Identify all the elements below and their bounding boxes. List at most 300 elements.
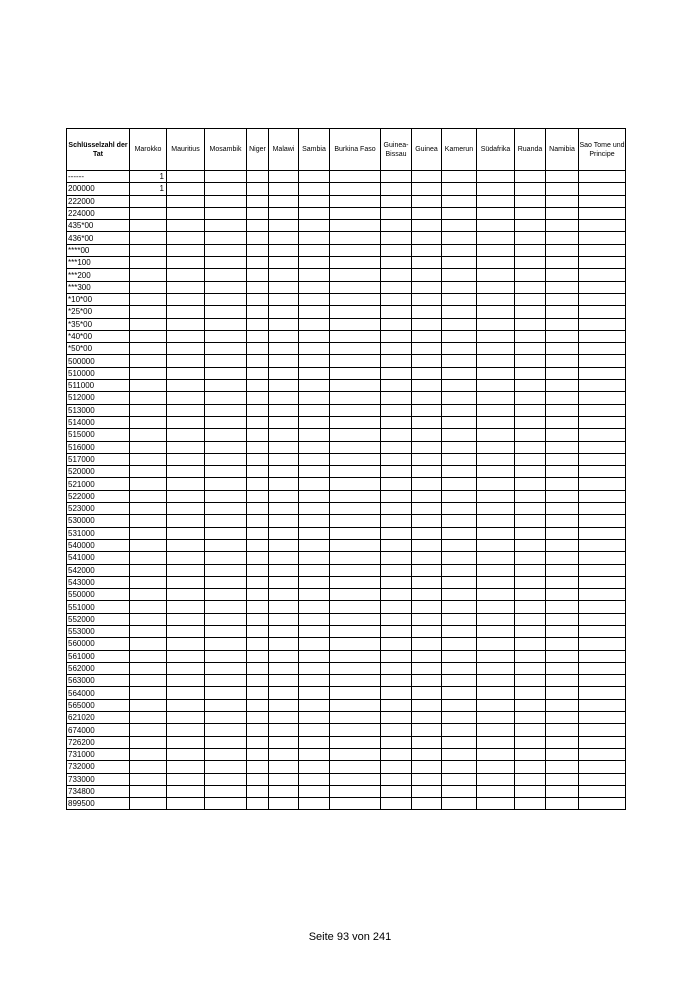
value-cell: [269, 466, 299, 478]
column-header-country: Burkina Faso: [330, 129, 381, 171]
table-row: [67, 564, 626, 576]
value-cell: [299, 244, 330, 256]
value-cell: [247, 380, 269, 392]
value-cell: [130, 675, 167, 687]
value-cell: [299, 773, 330, 785]
value-cell: [381, 232, 412, 244]
value-cell: [477, 478, 515, 490]
value-cell: [381, 318, 412, 330]
value-cell: [546, 269, 579, 281]
value-cell: [130, 195, 167, 207]
value-cell: [546, 539, 579, 551]
value-cell: [167, 589, 205, 601]
value-cell: [381, 785, 412, 797]
table-row: [67, 318, 626, 330]
row-key-cell: 436*00: [67, 232, 130, 244]
value-cell: [167, 392, 205, 404]
value-cell: [269, 527, 299, 539]
value-cell: [330, 281, 381, 293]
value-cell: [579, 589, 626, 601]
value-cell: [167, 380, 205, 392]
value-cell: [515, 380, 546, 392]
value-cell: [167, 269, 205, 281]
value-cell: [546, 503, 579, 515]
value-cell: [330, 687, 381, 699]
column-header-country: Marokko: [130, 129, 167, 171]
value-cell: [130, 380, 167, 392]
value-cell: [130, 404, 167, 416]
table-row: [67, 798, 626, 810]
value-cell: [579, 171, 626, 183]
value-cell: [299, 293, 330, 305]
table-row: [67, 416, 626, 428]
value-cell: [477, 453, 515, 465]
value-cell: [477, 527, 515, 539]
value-cell: [579, 712, 626, 724]
value-cell: [205, 503, 247, 515]
value-cell: [381, 539, 412, 551]
value-cell: [269, 736, 299, 748]
value-cell: [477, 269, 515, 281]
value-cell: [579, 564, 626, 576]
value-cell: [579, 539, 626, 551]
value-cell: [205, 232, 247, 244]
value-cell: [299, 564, 330, 576]
value-cell: [579, 453, 626, 465]
value-cell: [442, 503, 477, 515]
value-cell: [330, 367, 381, 379]
value-cell: [412, 232, 442, 244]
value-cell: [330, 392, 381, 404]
value-cell: [130, 330, 167, 342]
value-cell: [579, 503, 626, 515]
value-cell: [477, 552, 515, 564]
value-cell: [269, 257, 299, 269]
value-cell: [269, 625, 299, 637]
value-cell: [579, 490, 626, 502]
value-cell: [515, 552, 546, 564]
value-cell: [330, 798, 381, 810]
value-cell: [269, 539, 299, 551]
row-key-cell: 674000: [67, 724, 130, 736]
value-cell: [205, 355, 247, 367]
table-row: [67, 662, 626, 674]
row-key-cell: 562000: [67, 662, 130, 674]
row-key-cell: 200000: [67, 183, 130, 195]
value-cell: [330, 330, 381, 342]
value-cell: [330, 552, 381, 564]
value-cell: [269, 638, 299, 650]
value-cell: [299, 785, 330, 797]
value-cell: [515, 736, 546, 748]
table-row: [67, 785, 626, 797]
value-cell: [515, 257, 546, 269]
value-cell: [412, 687, 442, 699]
value-cell: [269, 404, 299, 416]
value-cell: [515, 293, 546, 305]
value-cell: [381, 269, 412, 281]
value-cell: [130, 601, 167, 613]
value-cell: [205, 380, 247, 392]
value-cell: [546, 748, 579, 760]
value-cell: [205, 318, 247, 330]
value-cell: [442, 306, 477, 318]
value-cell: [477, 539, 515, 551]
table-row: [67, 699, 626, 711]
value-cell: [515, 699, 546, 711]
row-key-cell: 561000: [67, 650, 130, 662]
value-cell: [546, 650, 579, 662]
value-cell: [167, 564, 205, 576]
value-cell: [579, 306, 626, 318]
value-cell: [515, 564, 546, 576]
value-cell: [442, 244, 477, 256]
value-cell: [205, 675, 247, 687]
row-key-cell: 899500: [67, 798, 130, 810]
value-cell: [477, 257, 515, 269]
value-cell: [381, 712, 412, 724]
value-cell: [299, 662, 330, 674]
table-row: [67, 601, 626, 613]
value-cell: [477, 306, 515, 318]
value-cell: [442, 564, 477, 576]
value-cell: [546, 355, 579, 367]
value-cell: [515, 195, 546, 207]
table-row: [67, 306, 626, 318]
value-cell: [579, 380, 626, 392]
value-cell: [167, 404, 205, 416]
value-cell: [167, 748, 205, 760]
value-cell: [412, 625, 442, 637]
value-cell: [442, 490, 477, 502]
value-cell: [130, 429, 167, 441]
value-cell: [330, 638, 381, 650]
row-key-cell: 621020: [67, 712, 130, 724]
value-cell: [442, 355, 477, 367]
value-cell: [412, 257, 442, 269]
value-cell: [515, 687, 546, 699]
value-cell: [205, 195, 247, 207]
value-cell: [205, 330, 247, 342]
value-cell: [330, 207, 381, 219]
value-cell: [381, 367, 412, 379]
value-cell: [381, 748, 412, 760]
value-cell: [299, 798, 330, 810]
table-row: [67, 687, 626, 699]
value-cell: [205, 662, 247, 674]
value-cell: [477, 699, 515, 711]
value-cell: [205, 748, 247, 760]
value-cell: [546, 798, 579, 810]
value-cell: [412, 589, 442, 601]
value-cell: [167, 355, 205, 367]
value-cell: [477, 675, 515, 687]
value-cell: [515, 429, 546, 441]
table-row: [67, 244, 626, 256]
value-cell: [515, 355, 546, 367]
value-cell: [381, 625, 412, 637]
value-cell: [247, 773, 269, 785]
value-cell: [269, 601, 299, 613]
value-cell: [330, 478, 381, 490]
value-cell: [269, 576, 299, 588]
value-cell: [130, 367, 167, 379]
value-cell: [412, 613, 442, 625]
column-header-country: Sambia: [299, 129, 330, 171]
table-row: [67, 736, 626, 748]
value-cell: [546, 453, 579, 465]
value-cell: [167, 232, 205, 244]
value-cell: [299, 269, 330, 281]
value-cell: [299, 736, 330, 748]
value-cell: [477, 380, 515, 392]
value-cell: [205, 576, 247, 588]
value-cell: [579, 293, 626, 305]
value-cell: [381, 306, 412, 318]
value-cell: [130, 306, 167, 318]
value-cell: [579, 478, 626, 490]
value-cell: [205, 613, 247, 625]
value-cell: [299, 748, 330, 760]
value-cell: [167, 576, 205, 588]
value-cell: [130, 773, 167, 785]
value-cell: [477, 785, 515, 797]
row-key-cell: 514000: [67, 416, 130, 428]
value-cell: [477, 564, 515, 576]
row-key-cell: *35*00: [67, 318, 130, 330]
value-cell: [515, 207, 546, 219]
value-cell: [167, 687, 205, 699]
value-cell: [130, 625, 167, 637]
value-cell: [477, 748, 515, 760]
row-key-cell: 563000: [67, 675, 130, 687]
value-cell: [330, 343, 381, 355]
value-cell: [269, 613, 299, 625]
value-cell: [330, 613, 381, 625]
value-cell: [477, 171, 515, 183]
value-cell: [247, 330, 269, 342]
value-cell: [477, 441, 515, 453]
row-key-cell: 540000: [67, 539, 130, 551]
value-cell: [247, 650, 269, 662]
value-cell: [130, 699, 167, 711]
column-header-country: Malawi: [269, 129, 299, 171]
value-cell: [381, 330, 412, 342]
value-cell: [442, 318, 477, 330]
value-cell: [442, 736, 477, 748]
value-cell: [412, 195, 442, 207]
value-cell: 1: [130, 171, 167, 183]
value-cell: [269, 269, 299, 281]
table-row: [67, 343, 626, 355]
value-cell: [442, 699, 477, 711]
value-cell: [477, 589, 515, 601]
value-cell: [299, 539, 330, 551]
value-cell: [546, 441, 579, 453]
value-cell: [477, 367, 515, 379]
value-cell: [546, 712, 579, 724]
table-row: [67, 589, 626, 601]
value-cell: [330, 380, 381, 392]
value-cell: [381, 564, 412, 576]
value-cell: [381, 183, 412, 195]
value-cell: [269, 798, 299, 810]
value-cell: [381, 798, 412, 810]
value-cell: [167, 736, 205, 748]
value-cell: [205, 625, 247, 637]
value-cell: [299, 318, 330, 330]
value-cell: [330, 736, 381, 748]
row-key-cell: 541000: [67, 552, 130, 564]
value-cell: [205, 183, 247, 195]
value-cell: [247, 601, 269, 613]
value-cell: [412, 638, 442, 650]
value-cell: [299, 392, 330, 404]
value-cell: [412, 207, 442, 219]
value-cell: [299, 183, 330, 195]
value-cell: [130, 318, 167, 330]
value-cell: [247, 515, 269, 527]
value-cell: [299, 712, 330, 724]
table-row: [67, 748, 626, 760]
value-cell: [130, 736, 167, 748]
value-cell: [412, 761, 442, 773]
value-cell: [412, 515, 442, 527]
value-cell: [412, 220, 442, 232]
value-cell: [330, 441, 381, 453]
value-cell: [205, 441, 247, 453]
value-cell: [412, 527, 442, 539]
value-cell: [130, 269, 167, 281]
value-cell: [330, 527, 381, 539]
value-cell: [167, 318, 205, 330]
value-cell: [299, 453, 330, 465]
column-header-country: Ruanda: [515, 129, 546, 171]
table-header-row: [67, 129, 626, 171]
value-cell: [330, 503, 381, 515]
value-cell: [205, 429, 247, 441]
value-cell: [442, 687, 477, 699]
row-key-cell: 435*00: [67, 220, 130, 232]
row-key-cell: 550000: [67, 589, 130, 601]
value-cell: [205, 687, 247, 699]
value-cell: [546, 761, 579, 773]
value-cell: [205, 736, 247, 748]
value-cell: [130, 589, 167, 601]
value-cell: [299, 429, 330, 441]
value-cell: [381, 380, 412, 392]
value-cell: [381, 638, 412, 650]
value-cell: [515, 244, 546, 256]
value-cell: [477, 490, 515, 502]
table-row: [67, 515, 626, 527]
value-cell: [442, 675, 477, 687]
value-cell: [442, 712, 477, 724]
value-cell: [546, 625, 579, 637]
row-key-cell: 510000: [67, 367, 130, 379]
value-cell: [381, 662, 412, 674]
value-cell: [247, 613, 269, 625]
value-cell: [579, 404, 626, 416]
value-cell: [269, 699, 299, 711]
value-cell: [442, 367, 477, 379]
table-row: [67, 183, 626, 195]
value-cell: [130, 564, 167, 576]
value-cell: [546, 429, 579, 441]
value-cell: [167, 257, 205, 269]
value-cell: [546, 257, 579, 269]
value-cell: [546, 527, 579, 539]
value-cell: [299, 404, 330, 416]
value-cell: [247, 355, 269, 367]
value-cell: [412, 736, 442, 748]
value-cell: [546, 367, 579, 379]
value-cell: [130, 687, 167, 699]
value-cell: [205, 306, 247, 318]
value-cell: [247, 392, 269, 404]
value-cell: [477, 330, 515, 342]
value-cell: [269, 330, 299, 342]
value-cell: [412, 699, 442, 711]
value-cell: [205, 798, 247, 810]
value-cell: [579, 625, 626, 637]
value-cell: [546, 330, 579, 342]
value-cell: [247, 367, 269, 379]
value-cell: [330, 662, 381, 674]
value-cell: [299, 355, 330, 367]
value-cell: [269, 712, 299, 724]
value-cell: [412, 306, 442, 318]
row-key-cell: 551000: [67, 601, 130, 613]
value-cell: [381, 552, 412, 564]
value-cell: [412, 269, 442, 281]
value-cell: [299, 515, 330, 527]
value-cell: [299, 171, 330, 183]
table-row: [67, 490, 626, 502]
value-cell: [269, 761, 299, 773]
value-cell: [477, 281, 515, 293]
value-cell: [477, 712, 515, 724]
value-cell: [330, 539, 381, 551]
value-cell: [442, 232, 477, 244]
value-cell: [477, 613, 515, 625]
value-cell: [442, 589, 477, 601]
value-cell: [477, 416, 515, 428]
table-row: [67, 441, 626, 453]
value-cell: [412, 748, 442, 760]
column-header-country: Namibia: [546, 129, 579, 171]
value-cell: [412, 171, 442, 183]
column-header-country: Südafrika: [477, 129, 515, 171]
value-cell: [330, 625, 381, 637]
value-cell: [130, 748, 167, 760]
value-cell: [412, 318, 442, 330]
value-cell: [167, 712, 205, 724]
value-cell: [546, 589, 579, 601]
table-row: [67, 724, 626, 736]
value-cell: [247, 589, 269, 601]
value-cell: [130, 453, 167, 465]
value-cell: [247, 171, 269, 183]
value-cell: [579, 785, 626, 797]
value-cell: [579, 736, 626, 748]
row-key-cell: 733000: [67, 773, 130, 785]
value-cell: [515, 318, 546, 330]
value-cell: [330, 171, 381, 183]
value-cell: [579, 257, 626, 269]
value-cell: [412, 662, 442, 674]
value-cell: [130, 761, 167, 773]
